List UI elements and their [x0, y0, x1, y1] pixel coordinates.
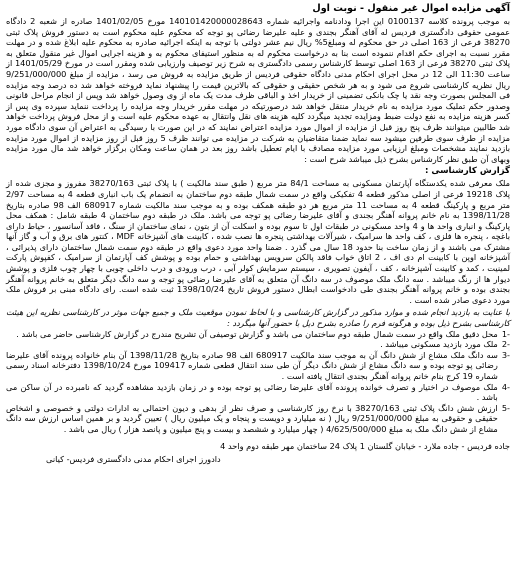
- signature: دادورز اجرای احکام مدنی دادگستری فردیس- کیانی: [46, 453, 221, 464]
- item-text: محل دقیق ملک واقع در سمت شمال طبقه دوم ساختمان می باشد و گزارش توصیفی آن تشریح مندرج در گزارش کارشناسی حاضر می باشد .: [16, 328, 498, 339]
- intro-paragraph: به موجب پرونده کلاسه 0100137 این اجرا ودادنامه واجرائیه شماره 140101420000028643 مورخ 1401/02/05 صادره از شعبه 2 دادگاه عمومی حقوقی دادگستری فردیس له آقای آهنگر بجندی و علیه علیرضا رضائی پو توجه که محکوم علیه محکوم است به دستور فروش پلاک ثبتی 38270 فرعی از 163 اصلی در حق محکوم له ومبلغ5% ریال نیم عشر دولتی با توجه به اینکه اجرائیه صادره به محکوم علیه ابلاغ شده و در مهلت مقرر نسبت به اجرای حکم اقدام ننموده است بنا به درخواست محکوم له به منظور استیفای محکوم به و هزینه اجرایی اموال غیر منقول متعلق به پلاک ثبتی 38270 فرعی از 163 اصلی توسط کارشناس رسمی دادگستری به شرح زیر توصیف وارزیابی شده ومقرر است در مورخ 1401/05/29 از ساعت 11:30 الی 12 در محل اجرای احکام مدنی دادگاه حقوقی فردیس از طریق مزایده به فروش می رسد ، مزایده از مبلغ 9/251/000/000 ریال نظریه کارشناسی شروع می شود و به هر شخص حقیقی و حقوقی که بالاترین قیمت را پیشنهاد نماید فروخته خواهد شد ده درصد وجه مزایده فی المجلس بصورت وجه نقد یا چک بانکی تضمینی از خریدار اخذ و الباقی ظرف مدت یک ماه از وی وصول خواهد شد وپس از انجام مراحل قانونی وصدور حکم تملیک مورد مزایده به نام خریدار منتقل خواهد شد درصورتیکه در مهلت مقرر خریدار وجه مزایده را پرداخت ننماید سپرده وی پس از کسر هزینه مزایده به نفع دولت ضبط ومزایده تجدید میگردد کلیه هزینه های نقل وانتقال به عهده محکوم علیه است و از محل فروش پرداخت خواهد شد طالبین میتوانند ظرف پنج روز قبل از مزایده از اموال مورد مزایده اعتراض نمایند که در این صورت با رسیدگی به اعتراض آن سوی دادگاه مورد مزایده از طرف سوی طرفین میشود سه نماید ضمنا متقاضیان به شرکت در مزایده می توانند ظرف 5 روز قبل از روز مزایده از اموال مورد مزایده بازدید نمایند مشخصات ومبلغ ارزیابی مورد مزایده مصادف با ایام تعطیل باشد روز بعد در همان ساعت ومکان برگزار خواهد شد مال مورد مزایده وبهای آن طبق نظر کارشناس بشرح ذیل میباشد شرح است :: [6, 16, 510, 164]
- item-number: -1: [501, 328, 510, 339]
- list-item: [6, 403, 510, 435]
- item-text: ملک مورد بازدید مسکونی میباشد .: [380, 339, 498, 350]
- item-text: سه دانگ ملک مشاع از شش دانگ آن به موجب سند مالکیت 680917 الف 98 صادره بتاریخ 1398/11/28 آن بنام خانواده پرونده آقای علیرضا رضائی پو توجه بوده و سه دانگ مشاع از شش دانگ دیگر آن طی سند انتقال قطعی شماره 109417 مورخ 1398/10/24 دفترخانه اسناد رسمی شماره 19 کرج بنام خانم پروانه آهنگر بجندی انتقال یافته است .: [6, 349, 498, 381]
- item-number: -4: [501, 381, 510, 392]
- report-paragraph: ملک معرفی شده یکدستگاه آپارتمان مسکونی به مساحت 84/1 متر مربع ( طبق سند مالکیت ) با پلاک ثبتی 38270/163 مفروز و مجزی شده از پلاک 19218 فرعی از اصلی مذکور قطعه 4 تفکیکی واقع در سمت شمال طبقه دوم ساختمان به انضمام یک باب انباری قطعه 4 به مساحت 2/97 متر مربع و پارکینگ قطعه 4 به مساحت 11 متر مربع هر دو طبقه همکف بوده و به موجب سند مالکیت شماره 680917 الف 98 صادره بتاریخ 1398/11/28 به نام خانم پروانه آهنگر بجندی و آقای علیرضا رضائی پو توجه می باشد. ملک در طبقه دوم ساختمان 4 طبقه شامل : همکف محل پارکینگ و انباری واحد ها و 4 واحد مسکونی در طبقات اول تا سوم بوده و اسکلت آن از بتون ، نمای ساختمان از سنگ ، فاقد آسانسور ، حیاط دارای باغچه ، پنجره ها فلزی ، کف واحد ها سرامیک ، شیرآلات بهداشتی پنجره ها نصب شده ، کابینت های آشپزخانه MDF ، کنتور های برق و آب و گاز آنها مشترک می باشند و از زمان ساخت بنا حدود 18 سال می گذرد . ضمنا واحد مورد دعوی واقع در طبقه دوم سمت شمال ساختمان دارای پذیرائی ، آشپزخانه اوپن با کابینت ام دی اف ، 2 اتاق خواب فاقد پالکن سرویس بهداشتی و حمام بوده و پوشش کف آپارتمان از سرامیک ، کفپوش پارکت لمینیت ، کمد و کابینت آشپزخانه ، کف ، آیفون تصویری ، سیستم سرمایش کولر آبی ، درب ورودی و درب داخلی چوبی با چهار چوب فلزی و پوشش دیوار ها از رنگ میباشد . سه دانگ ملک موصوف در سه دانگ آن متعلق به آقای علیرضا رضائی پو توجه و سه دانگ دیگر متعلق به خانم پروانه آهنگر بجندی بوده و خانم پروانه آهنگر بجندی طی دادخواست ابطال دستور فروش تاریخ 1398/10/24 ثبت شده است. رای دادگاه مبنی بر فروش ملک مورد دعوی صادر شده است .: [6, 178, 511, 305]
- list-item: [6, 350, 510, 382]
- notice-title: آگهی مزایده اموال غیر منقول - نوبت اول: [312, 3, 510, 14]
- item-number: -2: [501, 339, 510, 350]
- auction-notice: [6, 2, 510, 465]
- item-text: ارزش شش دانگ پلاک ثبتی 38270/163 با نرخ روز کارشناسی و صرف نظر از بدهی و دیون احتمالی به ادارات دولتی و خصوصی و اشخاص حقیقی و حقوقی به مبلغ 9/251/000/000 ریال ( نه میلیارد و دویست و پنجاه و یک میلیون ریال ) تعیین گردید و بر همین اساس ارزش سه دانگ مشاع از شش دانگ ملک به مبلغ 4/625/500/000 ( چهار میلیارد و ششصد و بیست و پنج میلیون و پانصد هزار ) ریال می باشد .: [6, 402, 498, 434]
- list-item: [6, 382, 510, 403]
- list-item: [6, 339, 510, 350]
- report-heading: گزارش کارشناسی :: [424, 166, 510, 177]
- item-number: -5: [501, 402, 510, 413]
- item-number: -3: [501, 349, 510, 360]
- property-address: جاده فردیس - جاده ملارد - خیابان گلستان 1 پلاک 24 ساختمان مهر طبقه دوم واحد 4: [220, 440, 510, 451]
- list-item: [6, 329, 510, 340]
- assessment-note: با عنایت به بازدید انجام شده و موارد مذکور در گزارش کارشناسی و با لحاظ نمودن موقعیت ملک و جمیع جهات موثر در کارشناسی نظریه این هیئت کارشناسی بشرح ذیل بوده و هرگونه فرم را صادره بشرح دیل با حضور آنها میگردد :: [6, 307, 510, 329]
- item-text: ملک موصوف در اختیار و تصرف خوانده پرونده آقای علیرضا رضائی پو توجه بوده و در زمان بازدید مشاهده گردید که نامبرده در آن ساکن می باشد .: [6, 381, 498, 403]
